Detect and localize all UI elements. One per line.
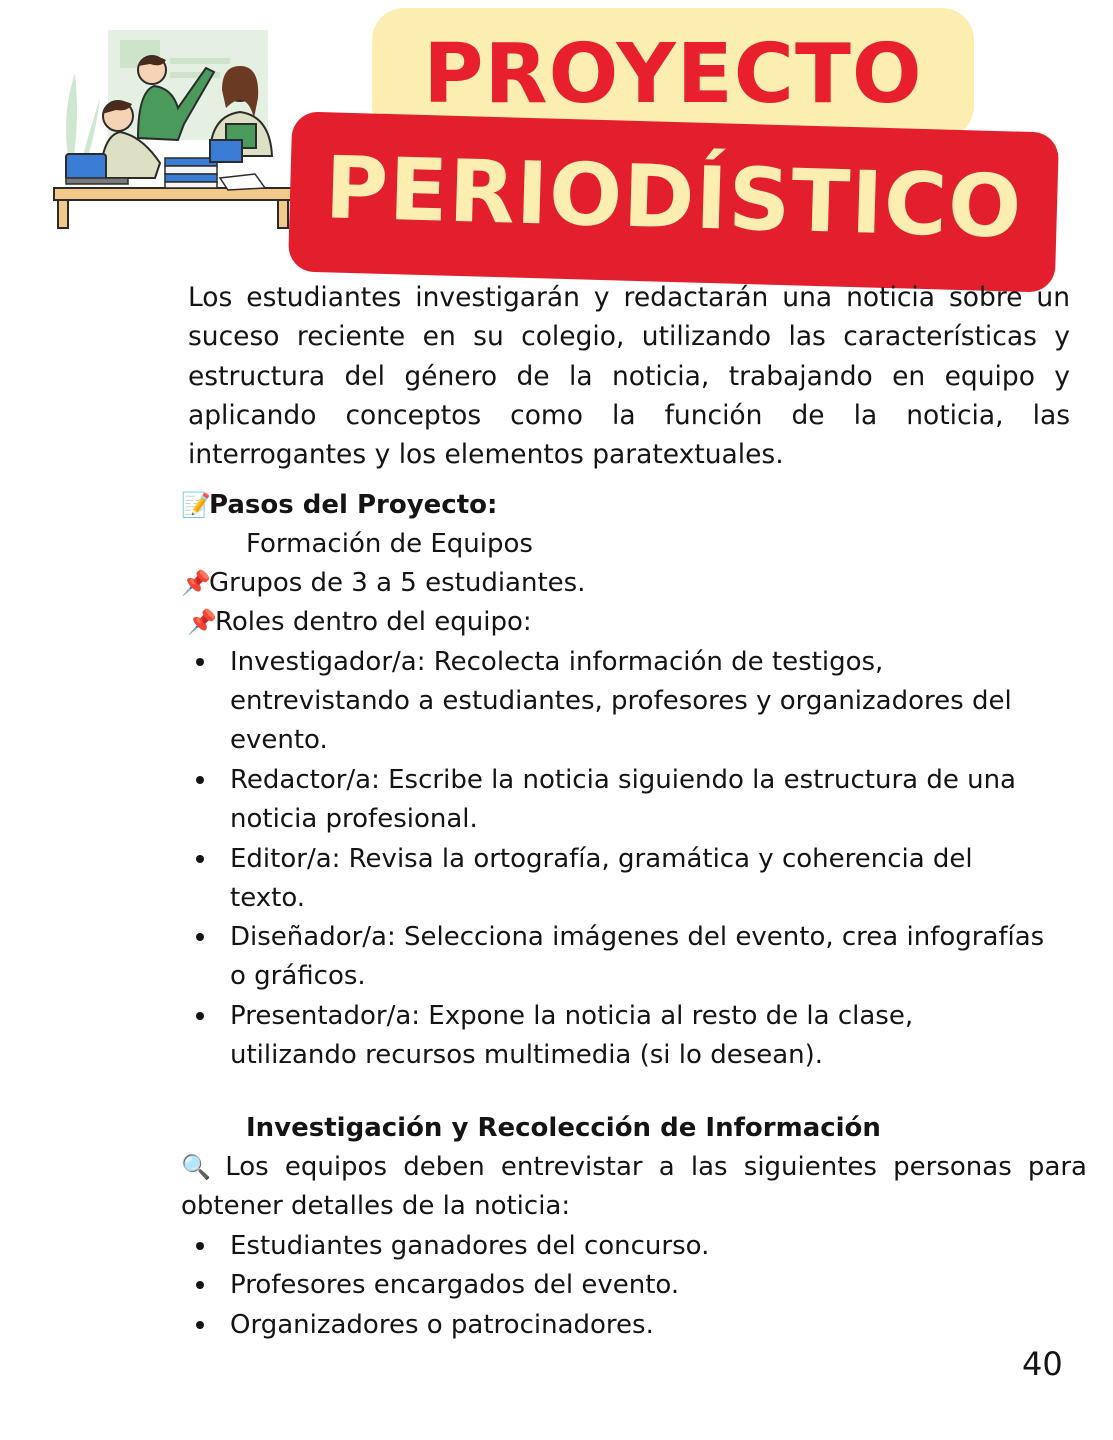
title-line1: PROYECTO [423,27,923,122]
research-intro-row [181,1148,1087,1187]
students-illustration [50,28,300,233]
roles-label: Roles dentro del equipo: [215,607,532,637]
title-banner-bottom [288,111,1059,292]
research-intro-line1: Los equipos deben entrevistar a las siguientes personas para [225,1152,1087,1182]
bullet-icon [196,1281,204,1289]
magnifier-icon: 🔍 [181,1153,211,1181]
page-number: 40 [1022,1345,1063,1383]
role-item-line: noticia profesional. [230,804,478,834]
bullet-icon [196,1012,204,1020]
title-line2: PERIODÍSTICO [323,138,1024,258]
role-item-line: Redactor/a: Escribe la noticia siguiendo la estructura de una [230,765,1016,795]
bullet-icon [196,658,204,666]
bullet-icon [196,1242,204,1250]
steps-heading-row [181,486,497,525]
role-item-line: evento. [230,725,328,755]
role-item-line: texto. [230,883,306,913]
list-item: Estudiantes ganadores del concurso. [230,1231,710,1261]
role-item-line: entrevistando a estudiantes, profesores y organizadores del [230,686,1012,716]
intro-paragraph: Los estudiantes investigarán y redactarán una noticia sobre un suceso reciente en su colegio, utilizando las características y estructura del género de la noticia, trabajando en equipo y aplicando conceptos como la función de la noticia, las interrogantes y los elementos paratextuales. [188,282,1070,471]
research-heading: Investigación y Recolección de Información [246,1113,881,1143]
list-item: Organizadores o patrocinadores. [230,1310,654,1340]
role-item-line: Investigador/a: Recolecta información de testigos, [230,647,884,677]
bullet-icon [196,855,204,863]
pushpin-icon: 📌 [181,569,211,597]
role-item-line: Editor/a: Revisa la ortografía, gramática y coherencia del [230,844,973,874]
role-item-line: o gráficos. [230,961,366,991]
bullet-icon [196,933,204,941]
role-item-line: Presentador/a: Expone la noticia al resto de la clase, [230,1001,914,1031]
roles-label-row [187,603,532,642]
steps-heading: Pasos del Proyecto: [209,490,498,520]
role-item-line: Diseñador/a: Selecciona imágenes del evento, crea infografías [230,922,1045,952]
research-intro-line2: obtener detalles de la noticia: [181,1191,571,1221]
memo-icon: 📝 [181,491,211,519]
groups-row [181,564,585,603]
groups-text: Grupos de 3 a 5 estudiantes. [209,568,586,598]
pushpin-icon: 📌 [187,608,217,636]
role-item-line: utilizando recursos multimedia (si lo desean). [230,1040,824,1070]
steps-subheading: Formación de Equipos [246,529,533,559]
bullet-icon [196,1321,204,1329]
list-item: Profesores encargados del evento. [230,1270,680,1300]
bullet-icon [196,776,204,784]
